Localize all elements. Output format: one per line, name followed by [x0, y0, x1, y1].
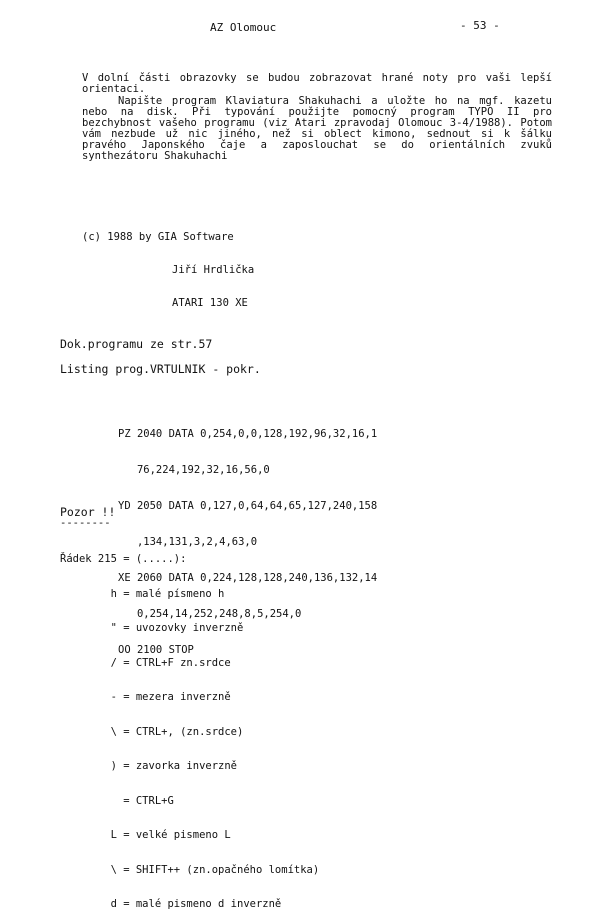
pozor-underline: -------- [60, 517, 111, 529]
credits-block [82, 210, 254, 320]
pozor-line: ) = zavorka inverzně [60, 760, 238, 772]
code-line: 0,254,14,252,248,8,5,254,0 [118, 608, 302, 620]
pozor-line: Řádek 215 = (.....): [60, 553, 187, 565]
code-line: OO 2100 STOP [118, 644, 194, 656]
credits-line: Jiří Hrdlička [172, 264, 255, 276]
pozor-line: / = CTRL+F zn.srdce [60, 656, 231, 669]
listing-title: Listing prog.VRTULNIK - pokr. [60, 362, 261, 376]
pozor-list [60, 531, 319, 922]
code-line: ,134,131,3,2,4,63,0 [118, 536, 258, 548]
pozor-line: - = mezera inverzně [60, 691, 231, 703]
pozor-line: \ = SHIFT++ (zn.opačného lomítka) [60, 863, 320, 876]
code-line: YD 2050 DATA 0,127,0,64,64,65,127,240,158 [118, 500, 378, 512]
code-line: PZ 2040 DATA 0,254,0,0,128,192,96,32,16,1 [118, 428, 378, 440]
code-line: XE 2060 DATA 0,224,128,128,240,136,132,14 [118, 572, 378, 584]
page-number: - 53 - [460, 19, 500, 32]
intro-paragraph-2: Napište program Klaviatura Shakuhachi a uložte ho na mgf. kazetu nebo na disk. Při typování použijte pomocný program TYPO II pro bezchybnost vašeho programu (viz Atari zpravodaj Olomouc 3-4/1988). Potom vám nezbude už nic jiného, než si oblect kimono, sednout si k šálku pravého Japonského čaje a zaposlouchat se do orientálních zvuků synthezátoru Shakuhachi [82, 95, 552, 162]
page-header-title: AZ Olomouc [210, 21, 277, 34]
pozor-line: h = malé písmeno h [60, 587, 225, 600]
pozor-line: L = velké pismeno L [60, 829, 231, 841]
pozor-line: d = malé pismeno d inverzně [60, 898, 282, 910]
pozor-line: = CTRL+G [60, 794, 174, 807]
pozor-heading: Pozor !! [60, 505, 116, 519]
credits-line: (c) 1988 by GIA Software [82, 231, 234, 243]
pozor-line: \ = CTRL+, (zn.srdce) [60, 725, 244, 738]
intro-paragraph-1: V dolní části obrazovky se budou zobrazovat hrané noty pro vaši lepší orientaci. [82, 72, 552, 95]
pozor-line: " = uvozovky inverzně [60, 622, 244, 634]
code-line: 76,224,192,32,16,56,0 [118, 464, 270, 476]
credits-line: ATARI 130 XE [172, 297, 248, 309]
listing-doc-reference: Dok.programu ze str.57 [60, 337, 213, 351]
